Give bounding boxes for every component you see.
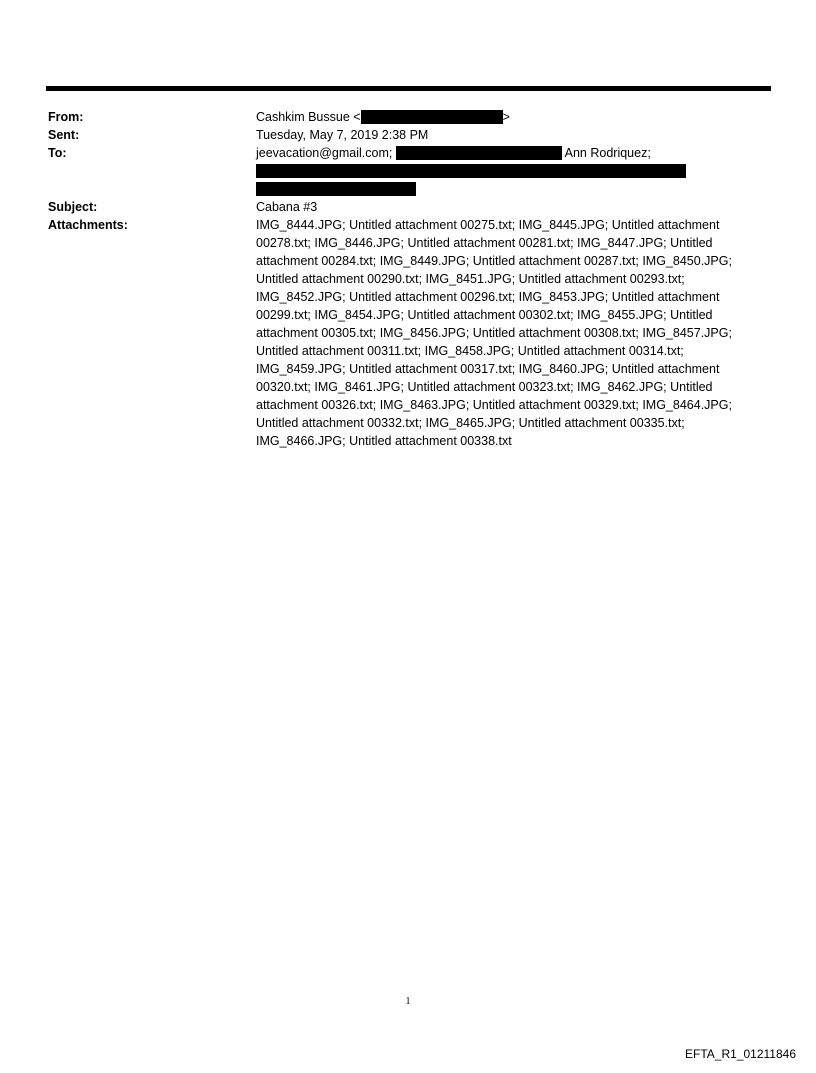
from-name: Cashkim Bussue < (256, 110, 361, 124)
attachments-value: IMG_8444.JPG; Untitled attachment 00275.txt; IMG_8445.JPG; Untitled attachment 00278.txt; IMG_8446.JPG; Untitled attachment 00281.txt; IMG_8447.JPG; Untitled attachment 00284.txt; IMG_8449.JPG; Untitled attachment 00287.txt; IMG_8450.JPG; Untitled attachment 00290.txt; IMG_8451.JPG; Untitled attachment 00293.txt; IMG_8452.JPG; Untitled attachment 00296.txt; IMG_8453.JPG; Untitled attachment 00299.txt; IMG_8454.JPG; Untitled attachment 00302.txt; IMG_8455.JPG; Untitled attachment 00305.txt; IMG_8456.JPG; Untitled attachment 00308.txt; IMG_8457.JPG; Untitled attachment 00311.txt; IMG_8458.JPG; Untitled attachment 00314.txt; IMG_8459.JPG; Untitled attachment 00317.txt; IMG_8460.JPG; Untitled attachment 00320.txt; IMG_8461.JPG; Untitled attachment 00323.txt; IMG_8462.JPG; Untitled attachment 00326.txt; IMG_8463.JPG; Untitled attachment 00329.txt; IMG_8464.JPG; Untitled attachment 00332.txt; IMG_8465.JPG; Untitled attachment 00335.txt; IMG_8466.JPG; Untitled attachment 00338.txt (256, 218, 732, 448)
page-number: 1 (405, 996, 411, 1007)
sent-row (48, 126, 768, 144)
redaction-box (361, 110, 503, 124)
subject-value: Cabana #3 (256, 200, 318, 214)
to-recipient-2: Ann Rodriquez; (564, 146, 651, 160)
sent-label: Sent: (48, 128, 80, 142)
email-header (48, 108, 768, 450)
attachments-row (48, 216, 768, 450)
redaction-box (396, 146, 562, 160)
to-recipient-1: jeevacation@gmail.com; (256, 146, 393, 160)
subject-row (48, 198, 768, 216)
header-rule (46, 86, 771, 91)
from-close: > (502, 110, 510, 124)
bates-number: EFTA_R1_01211846 (685, 1047, 796, 1061)
from-row (48, 108, 768, 126)
redaction-box (256, 164, 686, 178)
to-label: To: (48, 146, 67, 160)
from-label: From: (48, 110, 84, 124)
redaction-box (256, 182, 416, 196)
subject-label: Subject: (48, 200, 98, 214)
attachments-label: Attachments: (48, 218, 128, 232)
sent-value: Tuesday, May 7, 2019 2:38 PM (256, 128, 429, 142)
to-row (48, 144, 768, 198)
